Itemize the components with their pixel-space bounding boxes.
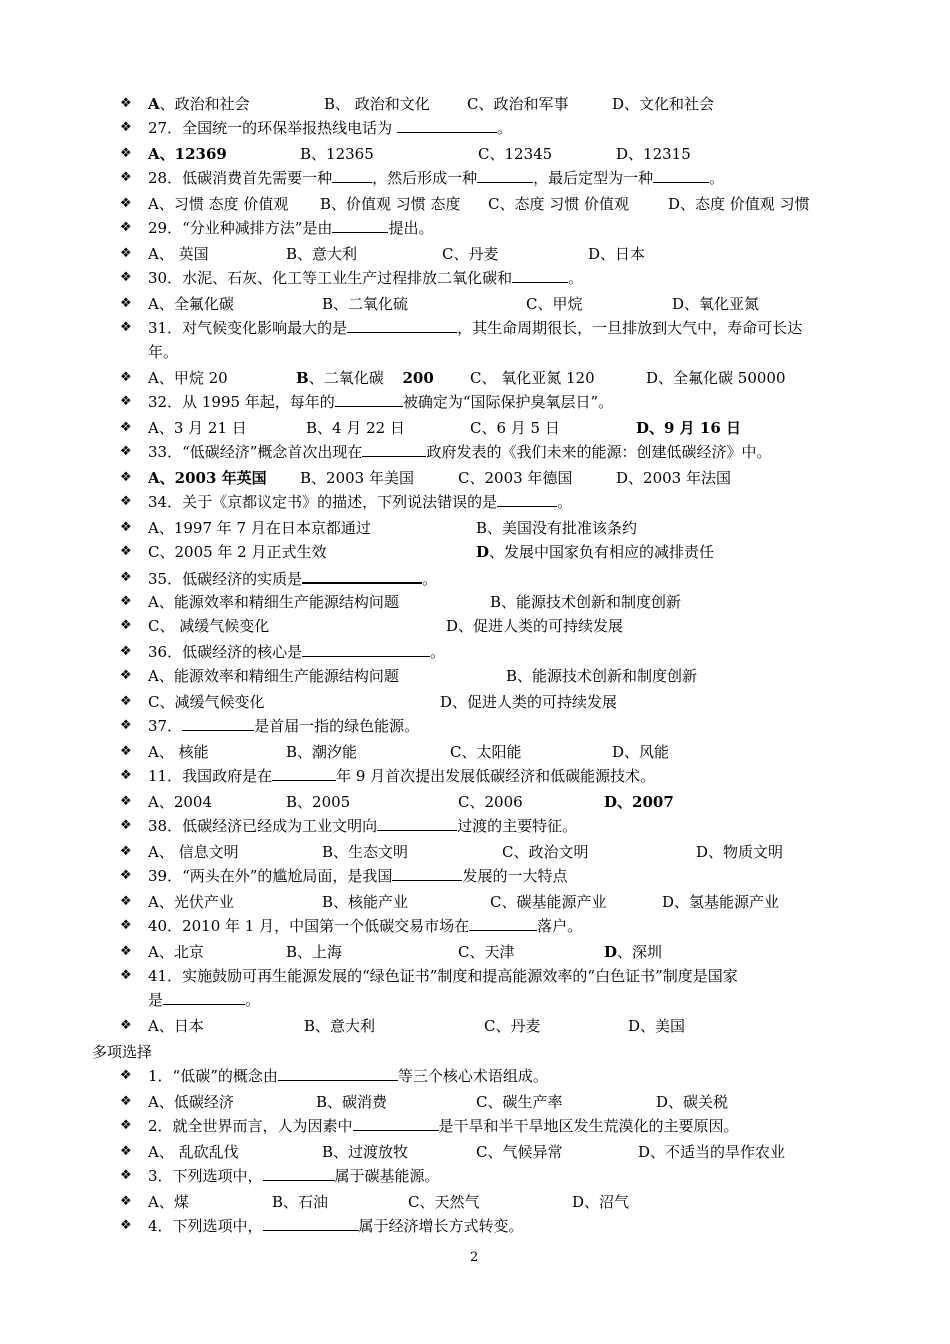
option-a: A、12369 xyxy=(148,145,227,163)
option-a: A、全氟化碳 xyxy=(148,295,234,313)
option-a: A、习惯 态度 价值观 xyxy=(148,195,289,213)
answer-blank xyxy=(397,116,497,133)
question-m4 xyxy=(120,1214,880,1238)
option-b: B、能源技术创新和制度创新 xyxy=(490,593,682,611)
bullet-icon: ❖ xyxy=(120,868,132,883)
option-a: A、 核能 xyxy=(148,743,209,761)
question-text: 31．对气候变化影响最大的是 ，其生命周期很长，一旦排放到大气中，寿命可长达 xyxy=(148,316,802,340)
option-d: D、深圳 xyxy=(604,943,663,961)
option-row xyxy=(120,192,880,216)
answer-blank xyxy=(302,640,430,657)
option-b: B、4 月 22 日 xyxy=(306,419,405,437)
option-d: D、风能 xyxy=(612,743,670,761)
option-a: A、日本 xyxy=(148,1017,204,1035)
option-b: B、2005 xyxy=(286,793,351,811)
question-text: 41．实施鼓励可再生能源发展的“绿色证书”制度和提高能源效率的“白色证书”制度是国家 xyxy=(148,967,738,985)
bullet-icon: ❖ xyxy=(120,918,132,933)
option-c: C、政治文明 xyxy=(502,843,589,861)
question-30 xyxy=(120,266,880,290)
option-b: B、潮汐能 xyxy=(286,743,358,761)
option-row xyxy=(120,590,880,614)
question-31-continuation: 年。 xyxy=(148,343,179,361)
option-row xyxy=(120,292,880,316)
answer-blank xyxy=(377,814,457,831)
answer-blank xyxy=(335,390,403,407)
answer-blank xyxy=(263,1164,335,1181)
option-b: B、 政治和文化 xyxy=(324,95,430,113)
question-37 xyxy=(120,714,880,738)
bullet-icon: ❖ xyxy=(120,444,132,459)
answer-blank xyxy=(302,566,422,584)
question-36 xyxy=(120,640,880,664)
option-c: C、6 月 5 日 xyxy=(470,419,560,437)
question-text: 11．我国政府是在 年 9 月首次提出发展低碳经济和低碳能源技术。 xyxy=(148,764,655,788)
question-text: 39．“两头在外”的尴尬局面，是我国 发展的一大特点 xyxy=(148,864,567,888)
option-row xyxy=(120,890,880,914)
question-text: 27．全国统一的环保举报热线电话为 。 xyxy=(148,116,512,140)
answer-blank xyxy=(469,914,537,931)
option-a: A、低碳经济 xyxy=(148,1093,234,1111)
bullet-icon: ❖ xyxy=(120,494,132,509)
option-a: A、政治和社会 xyxy=(148,95,250,113)
answer-blank xyxy=(163,988,245,1005)
question-text: 33．“低碳经济”概念首次出现在 政府发表的《我们未来的能源：创建低碳经济》中。 xyxy=(148,440,771,464)
option-row xyxy=(120,740,880,764)
option-c: C、2006 xyxy=(458,793,523,811)
option-row xyxy=(120,516,880,540)
option-row xyxy=(120,1140,880,1164)
question-34 xyxy=(120,490,880,514)
option-row xyxy=(120,466,880,490)
question-32 xyxy=(120,390,880,414)
bullet-icon: ❖ xyxy=(120,170,132,185)
option-row xyxy=(120,940,880,964)
question-27 xyxy=(120,116,880,140)
option-row xyxy=(120,416,880,440)
option-b: B、12365 xyxy=(300,145,374,163)
bullet-icon: ❖ xyxy=(120,420,132,435)
question-29 xyxy=(120,216,880,240)
bullet-icon: ❖ xyxy=(120,196,132,211)
option-d: D、沼气 xyxy=(572,1193,630,1211)
answer-blank xyxy=(347,316,457,333)
option-c: C、丹麦 xyxy=(484,1017,541,1035)
bullet-icon: ❖ xyxy=(120,744,132,759)
question-text: 2．就全世界而言，人为因素中 是干旱和半干旱地区发生荒漠化的主要原因。 xyxy=(148,1114,739,1138)
question-text: 30．水泥、石灰、化工等工业生产过程排放二氧化碳和 。 xyxy=(148,266,583,290)
answer-blank xyxy=(182,714,254,731)
option-d: D、美国 xyxy=(628,1017,686,1035)
option-b: B、能源技术创新和制度创新 xyxy=(506,667,698,685)
bullet-icon: ❖ xyxy=(120,220,132,235)
option-d: D、氢基能源产业 xyxy=(662,893,780,911)
question-text: 38．低碳经济已经成为工业文明向 过渡的主要特征。 xyxy=(148,814,577,838)
option-row xyxy=(120,614,880,638)
question-m1 xyxy=(120,1064,880,1088)
bullet-icon: ❖ xyxy=(120,1194,132,1209)
bullet-icon: ❖ xyxy=(120,718,132,733)
answer-blank xyxy=(497,490,557,507)
option-b: B、二氧化硫 xyxy=(322,295,409,313)
option-a: A、北京 xyxy=(148,943,204,961)
bullet-icon: ❖ xyxy=(120,1168,132,1183)
question-38 xyxy=(120,814,880,838)
option-a: A、1997 年 7 月在日本京都通过 xyxy=(148,519,371,537)
bullet-icon: ❖ xyxy=(120,246,132,261)
option-a: A、2004 xyxy=(148,793,213,811)
option-d: D、2007 xyxy=(604,793,674,811)
option-d: D、12315 xyxy=(616,145,691,163)
option-row xyxy=(120,1190,880,1214)
option-d: D、文化和社会 xyxy=(612,95,715,113)
option-b: B、核能产业 xyxy=(322,893,409,911)
option-c: C、 氧化亚氮 120 xyxy=(470,369,595,387)
option-d: D、物质文明 xyxy=(696,843,784,861)
option-b: B、石油 xyxy=(272,1193,329,1211)
bullet-icon: ❖ xyxy=(120,296,132,311)
option-c: C、政治和军事 xyxy=(467,95,569,113)
option-c: C、丹麦 xyxy=(442,245,499,263)
option-d: D、促进人类的可持续发展 xyxy=(440,693,618,711)
question-text: 4．下列选项中， 属于经济增长方式转变。 xyxy=(148,1214,524,1238)
option-row xyxy=(120,92,880,116)
question-m2 xyxy=(120,1114,880,1138)
option-row xyxy=(120,840,880,864)
bullet-icon: ❖ xyxy=(120,818,132,833)
bullet-icon: ❖ xyxy=(120,644,132,659)
answer-blank xyxy=(362,440,426,457)
question-text: 1．“低碳”的概念由 等三个核心术语组成。 xyxy=(148,1064,548,1088)
option-b: B、美国没有批准该条约 xyxy=(476,519,638,537)
option-c: C、12345 xyxy=(478,145,553,163)
option-a: A、 英国 xyxy=(148,245,209,263)
option-row xyxy=(120,242,880,266)
option-b: B、2003 年美国 xyxy=(300,469,414,487)
option-d: D、不适当的旱作农业 xyxy=(638,1143,786,1161)
question-35 xyxy=(120,566,880,590)
option-a: A、2003 年英国 xyxy=(148,469,267,487)
answer-blank xyxy=(477,166,533,183)
option-d: D、碳关税 xyxy=(656,1093,729,1111)
answer-blank xyxy=(353,1114,439,1131)
bullet-icon: ❖ xyxy=(120,270,132,285)
option-c: C、气候异常 xyxy=(476,1143,563,1161)
answer-blank xyxy=(332,166,372,183)
question-28 xyxy=(120,166,880,190)
bullet-icon: ❖ xyxy=(120,470,132,485)
section-heading-multiple-choice: 多项选择 xyxy=(92,1043,153,1061)
option-d: D、促进人类的可持续发展 xyxy=(446,617,624,635)
option-b: B、二氧化碳 200 xyxy=(296,369,434,387)
option-row xyxy=(120,366,880,390)
option-c: C、2005 年 2 月正式生效 xyxy=(148,543,327,561)
option-c: C、碳基能源产业 xyxy=(490,893,607,911)
question-text: 40．2010 年 1 月，中国第一个低碳交易市场在 落户。 xyxy=(148,914,582,938)
bullet-icon: ❖ xyxy=(120,570,132,585)
bullet-icon: ❖ xyxy=(120,594,132,609)
bullet-icon: ❖ xyxy=(120,794,132,809)
bullet-icon: ❖ xyxy=(120,544,132,559)
option-b: B、意大利 xyxy=(286,245,358,263)
option-a: A、 乱砍乱伐 xyxy=(148,1143,239,1161)
option-b: B、碳消费 xyxy=(316,1093,388,1111)
option-d: D、9 月 16 日 xyxy=(636,419,741,437)
answer-blank xyxy=(272,764,336,781)
bullet-icon: ❖ xyxy=(120,944,132,959)
question-33 xyxy=(120,440,880,464)
question-41 xyxy=(120,964,880,988)
bullet-icon: ❖ xyxy=(120,1094,132,1109)
option-a: A、3 月 21 日 xyxy=(148,419,247,437)
option-c: C、2003 年德国 xyxy=(458,469,573,487)
question-text: 36．低碳经济的核心是 。 xyxy=(148,640,445,664)
option-a: A、能源效率和精细生产能源结构问题 xyxy=(148,593,399,611)
answer-blank xyxy=(653,166,709,183)
answer-blank xyxy=(263,1214,359,1231)
question-text: 29．“分业种减排方法”是由 提出。 xyxy=(148,216,433,240)
answer-blank xyxy=(278,1064,398,1081)
option-c: C、减缓气候变化 xyxy=(148,693,265,711)
option-a: A、煤 xyxy=(148,1193,189,1211)
question-text: 34．关于《京都议定书》的描述，下列说法错误的是 。 xyxy=(148,490,572,514)
option-d: D、态度 价值观 习惯 xyxy=(668,195,810,213)
bullet-icon: ❖ xyxy=(120,894,132,909)
question-text: 3．下列选项中， 属于碳基能源。 xyxy=(148,1164,440,1188)
question-31 xyxy=(120,316,880,340)
option-d: D、全氟化碳 50000 xyxy=(646,369,786,387)
option-b: B、上海 xyxy=(286,943,343,961)
bullet-icon: ❖ xyxy=(120,320,132,335)
answer-blank xyxy=(332,216,388,233)
page-number: 2 xyxy=(470,1250,479,1265)
bullet-icon: ❖ xyxy=(120,968,132,983)
option-row xyxy=(120,790,880,814)
option-d: D、氧化亚氮 xyxy=(672,295,760,313)
bullet-icon: ❖ xyxy=(120,844,132,859)
option-d: D、2003 年法国 xyxy=(616,469,731,487)
bullet-icon: ❖ xyxy=(120,768,132,783)
option-row xyxy=(120,540,880,564)
question-40 xyxy=(120,914,880,938)
bullet-icon: ❖ xyxy=(120,668,132,683)
option-a: A、光伏产业 xyxy=(148,893,234,911)
bullet-icon: ❖ xyxy=(120,618,132,633)
question-39 xyxy=(120,864,880,888)
option-c: C、甲烷 xyxy=(526,295,583,313)
option-c: C、天然气 xyxy=(408,1193,480,1211)
question-m3 xyxy=(120,1164,880,1188)
bullet-icon: ❖ xyxy=(120,96,132,111)
option-b: B、过渡放牧 xyxy=(322,1143,409,1161)
option-row xyxy=(120,690,880,714)
option-c: C、太阳能 xyxy=(450,743,522,761)
question-text: 32．从 1995 年起，每年的 被确定为“国际保护臭氧层日”。 xyxy=(148,390,613,414)
bullet-icon: ❖ xyxy=(120,1144,132,1159)
option-row xyxy=(120,1014,880,1038)
question-11 xyxy=(120,764,880,788)
answer-blank xyxy=(392,864,462,881)
bullet-icon: ❖ xyxy=(120,1218,132,1233)
option-c: C、 减缓气候变化 xyxy=(148,617,270,635)
answer-blank xyxy=(512,266,568,283)
option-b: B、生态文明 xyxy=(322,843,409,861)
option-row xyxy=(120,142,880,166)
option-b: B、价值观 习惯 态度 xyxy=(320,195,461,213)
option-b: B、意大利 xyxy=(304,1017,376,1035)
option-row xyxy=(120,664,880,688)
bullet-icon: ❖ xyxy=(120,120,132,135)
option-row xyxy=(120,1090,880,1114)
option-a: A、能源效率和精细生产能源结构问题 xyxy=(148,667,399,685)
bullet-icon: ❖ xyxy=(120,146,132,161)
option-a: A、甲烷 20 xyxy=(148,369,228,387)
question-text: 35．低碳经济的实质是 。 xyxy=(148,566,437,591)
question-text: 28．低碳消费首先需要一种 ，然后形成一种 ，最后定型为一种 。 xyxy=(148,166,724,190)
option-c: C、态度 习惯 价值观 xyxy=(488,195,630,213)
option-d: D、日本 xyxy=(588,245,646,263)
option-a: A、 信息文明 xyxy=(148,843,239,861)
bullet-icon: ❖ xyxy=(120,1068,132,1083)
bullet-icon: ❖ xyxy=(120,694,132,709)
bullet-icon: ❖ xyxy=(120,520,132,535)
option-d: D、发展中国家负有相应的减排责任 xyxy=(476,543,715,561)
bullet-icon: ❖ xyxy=(120,370,132,385)
option-c: C、碳生产率 xyxy=(476,1093,563,1111)
question-41-continuation: 是 。 xyxy=(148,988,883,1012)
option-c: C、天津 xyxy=(458,943,515,961)
bullet-icon: ❖ xyxy=(120,1018,132,1033)
bullet-icon: ❖ xyxy=(120,394,132,409)
question-text: 37． 是首届一指的绿色能源。 xyxy=(148,714,419,738)
bullet-icon: ❖ xyxy=(120,1118,132,1133)
